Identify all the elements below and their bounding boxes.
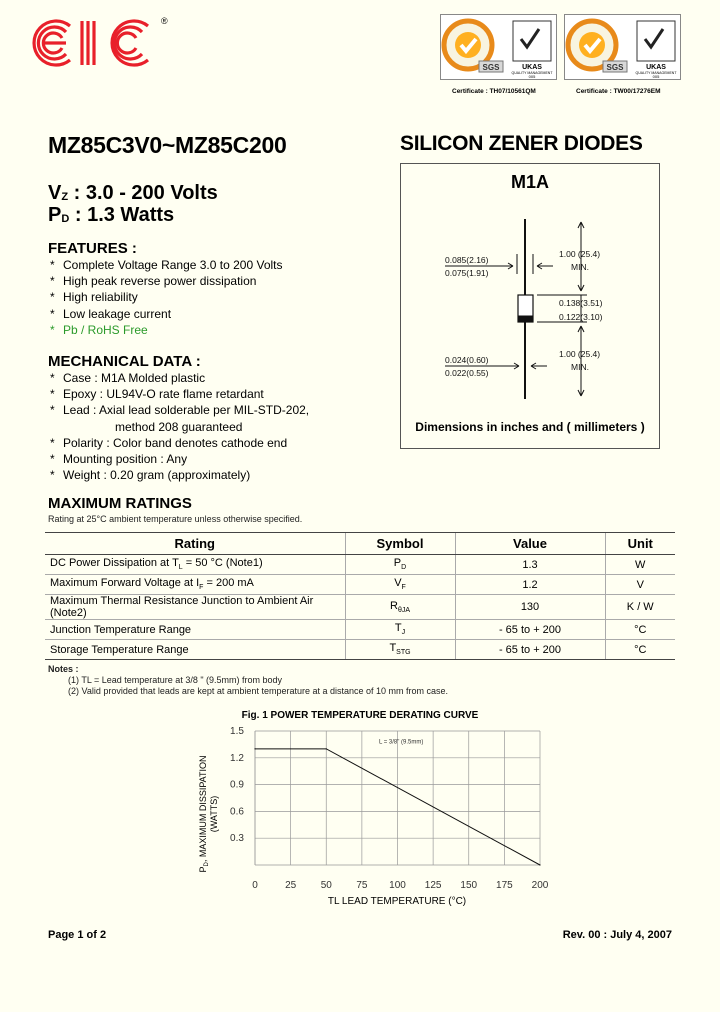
ratings-condition-note: Rating at 25°C ambient temperature unless otherwise specified. bbox=[48, 514, 303, 524]
features-title: FEATURES : bbox=[48, 240, 137, 257]
ratings-table bbox=[45, 532, 675, 660]
list-item: * High reliability bbox=[50, 290, 138, 305]
list-item: method 208 guaranteed bbox=[115, 419, 243, 434]
table-header-row bbox=[45, 533, 675, 555]
table-row: Maximum Forward Voltage at $I_F = 200$ mA $V_F$ 1.2 V bbox=[45, 575, 675, 595]
column-header-value: Value bbox=[455, 533, 605, 555]
page-number: Page 1 of 2 bbox=[48, 929, 107, 941]
x-tick-label: 175 bbox=[496, 880, 513, 891]
part-number: MZ85C3V0~MZ85C200 bbox=[48, 132, 287, 158]
svg-text:PD, MAXIMUM DISSIPATION: $P_D$, MAXIMUM DISSIPATION bbox=[198, 755, 210, 873]
power-dissipation-spec: $P_D$ : 1.3 Watts bbox=[48, 204, 175, 226]
x-tick-label: 0 bbox=[252, 880, 258, 891]
svg-text:QUALITY MANAGEMENT: QUALITY MANAGEMENT bbox=[635, 71, 677, 75]
sgs-badge-text: SGS bbox=[482, 63, 500, 72]
list-item: * Mounting position : Any bbox=[50, 452, 188, 467]
dimension-note: Dimensions in inches and ( millimeters ) bbox=[415, 420, 645, 434]
dim-wire-dia-min: 0.022(0.55) bbox=[445, 368, 489, 378]
revision-date: Rev. 00 : July 4, 2007 bbox=[562, 929, 672, 941]
package-outline-box bbox=[400, 163, 660, 449]
table-row: Storage Temperature Range $T_{STG}$ - 65 to + 200 °C bbox=[45, 640, 675, 660]
certificate-number-1: Certificate : TH07/10561QM bbox=[452, 88, 536, 95]
y-tick-label: 0.6 bbox=[230, 806, 244, 818]
registered-mark: ® bbox=[161, 16, 168, 26]
chart-x-axis-label: TL LEAD TEMPERATURE (°C) bbox=[327, 896, 467, 907]
mechanical-data-title: MECHANICAL DATA : bbox=[48, 353, 201, 370]
note-2: (2) Valid provided that leads are kept at ambient temperature at a distance of 10 mm from case. bbox=[68, 686, 449, 696]
svg-text:(WATTS): (WATTS) bbox=[209, 795, 219, 833]
package-name: M1A bbox=[510, 172, 549, 192]
chart-title: Fig. 1 POWER TEMPERATURE DERATING CURVE bbox=[241, 710, 479, 721]
y-tick-label: 1.5 bbox=[230, 726, 244, 737]
dim-lead-dia-min: 0.075(1.91) bbox=[445, 268, 489, 278]
data-point bbox=[326, 748, 327, 749]
x-tick-label: 100 bbox=[389, 880, 406, 891]
list-item: * Polarity : Color band denotes cathode end bbox=[50, 435, 288, 450]
x-tick-label: 50 bbox=[320, 880, 332, 891]
x-tick-label: 125 bbox=[424, 880, 442, 891]
max-ratings-title: MAXIMUM RATINGS bbox=[48, 495, 192, 512]
table-row: Junction Temperature Range $T_J$ - 65 to + 200 °C bbox=[45, 620, 675, 640]
chart-annotation: L = 3/8" (9.5mm) bbox=[378, 739, 424, 746]
chart-y-axis-label bbox=[198, 755, 219, 872]
dim-body-len-max: 0.138(3.51) bbox=[559, 298, 603, 308]
x-tick-label: 75 bbox=[356, 880, 368, 891]
svg-text:UKAS: UKAS bbox=[522, 64, 542, 71]
product-title: SILICON ZENER DIODES bbox=[400, 132, 643, 155]
certificate-badge-1 bbox=[440, 14, 557, 80]
features-list bbox=[50, 257, 283, 338]
svg-text:005: 005 bbox=[652, 74, 660, 79]
svg-text:MIN.: MIN. bbox=[571, 362, 589, 372]
y-tick-label: 0.3 bbox=[230, 833, 244, 845]
chart-y-ticks bbox=[230, 726, 244, 844]
list-item-rohs: * Pb / RoHS Free bbox=[50, 322, 148, 337]
note-1: (1) TL = Lead temperature at 3/8 " (9.5mm) from body bbox=[68, 675, 283, 685]
mechanical-data-list bbox=[50, 370, 309, 483]
table-row: DC Power Dissipation at $T_L = 50$ °C (Note1) $P_D$ 1.3 W bbox=[45, 555, 675, 575]
chart-grid bbox=[255, 731, 540, 865]
data-point bbox=[254, 748, 255, 749]
certificate-badge-2 bbox=[564, 14, 681, 80]
svg-text:MIN.: MIN. bbox=[571, 262, 589, 272]
list-item: * Case : M1A Molded plastic bbox=[50, 371, 206, 385]
list-item: * Weight : 0.20 gram (approximately) bbox=[50, 468, 251, 483]
list-item: * Complete Voltage Range 3.0 to 200 Volts bbox=[50, 258, 283, 272]
sgs-badge-text: SGS bbox=[606, 63, 624, 72]
list-item: * High peak reverse power dissipation bbox=[50, 274, 257, 289]
svg-text:QUALITY MANAGEMENT: QUALITY MANAGEMENT bbox=[511, 71, 553, 75]
column-header-symbol: Symbol bbox=[345, 533, 455, 555]
x-tick-label: 150 bbox=[460, 880, 478, 891]
dim-lead-len-bottom: 1.00 (25.4) bbox=[559, 349, 601, 359]
dim-lead-len-top: 1.00 (25.4) bbox=[559, 249, 601, 259]
x-tick-label: 200 bbox=[531, 880, 549, 891]
column-header-rating: Rating bbox=[45, 533, 345, 555]
eic-logo bbox=[30, 12, 160, 74]
dim-lead-dia-max: 0.085(2.16) bbox=[445, 255, 489, 265]
column-header-unit: Unit bbox=[605, 533, 675, 555]
list-item: * Epoxy : UL94V-O rate flame retardant bbox=[50, 387, 264, 402]
chart-x-ticks bbox=[252, 880, 549, 891]
svg-text:UKAS: UKAS bbox=[646, 64, 666, 71]
x-tick-label: 25 bbox=[285, 880, 297, 891]
svg-text:005: 005 bbox=[528, 74, 536, 79]
package-dimension-drawing bbox=[401, 164, 659, 414]
list-item: * Low leakage current bbox=[50, 306, 172, 321]
dim-wire-dia-max: 0.024(0.60) bbox=[445, 355, 489, 365]
y-tick-label: 1.2 bbox=[230, 752, 244, 764]
list-item: * Lead : Axial lead solderable per MIL-STD-202, bbox=[50, 403, 310, 418]
y-tick-label: 0.9 bbox=[230, 779, 244, 791]
derating-chart bbox=[190, 722, 570, 912]
certificate-number-2: Certificate : TW00/17276EM bbox=[576, 88, 661, 95]
dim-body-len-min: 0.122(3.10) bbox=[559, 312, 603, 322]
data-point bbox=[539, 864, 540, 865]
zener-voltage-spec: $V_Z$ : 3.0 - 200 Volts bbox=[48, 182, 218, 204]
notes-title: Notes : bbox=[48, 664, 79, 674]
table-row: Maximum Thermal Resistance Junction to Ambient Air (Note2) $R_{\theta JA}$ 130 K / W bbox=[45, 595, 675, 620]
